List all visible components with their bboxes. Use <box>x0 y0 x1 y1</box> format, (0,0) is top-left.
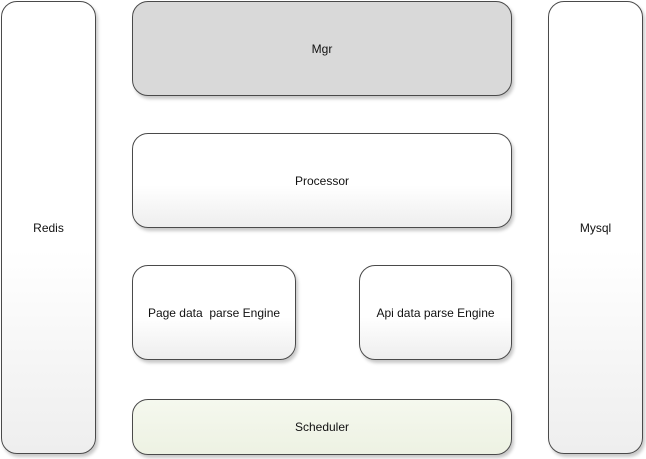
processor-box <box>132 133 512 228</box>
processor-label: Processor <box>294 173 350 188</box>
mysql-label: Mysql <box>579 220 612 235</box>
mgr-box <box>132 1 512 96</box>
scheduler-box <box>132 399 512 455</box>
scheduler-label: Scheduler <box>294 420 350 434</box>
redis-box <box>1 1 96 454</box>
page-data-parse-engine-box <box>132 265 296 360</box>
redis-label: Redis <box>33 220 64 235</box>
mysql-box <box>548 1 643 454</box>
mgr-label: Mgr <box>311 41 333 56</box>
api-data-parse-engine-box <box>359 265 512 360</box>
page-data-parse-engine-label: Page data parse Engine <box>147 305 281 320</box>
api-data-parse-engine-label: Api data parse Engine <box>376 305 495 320</box>
